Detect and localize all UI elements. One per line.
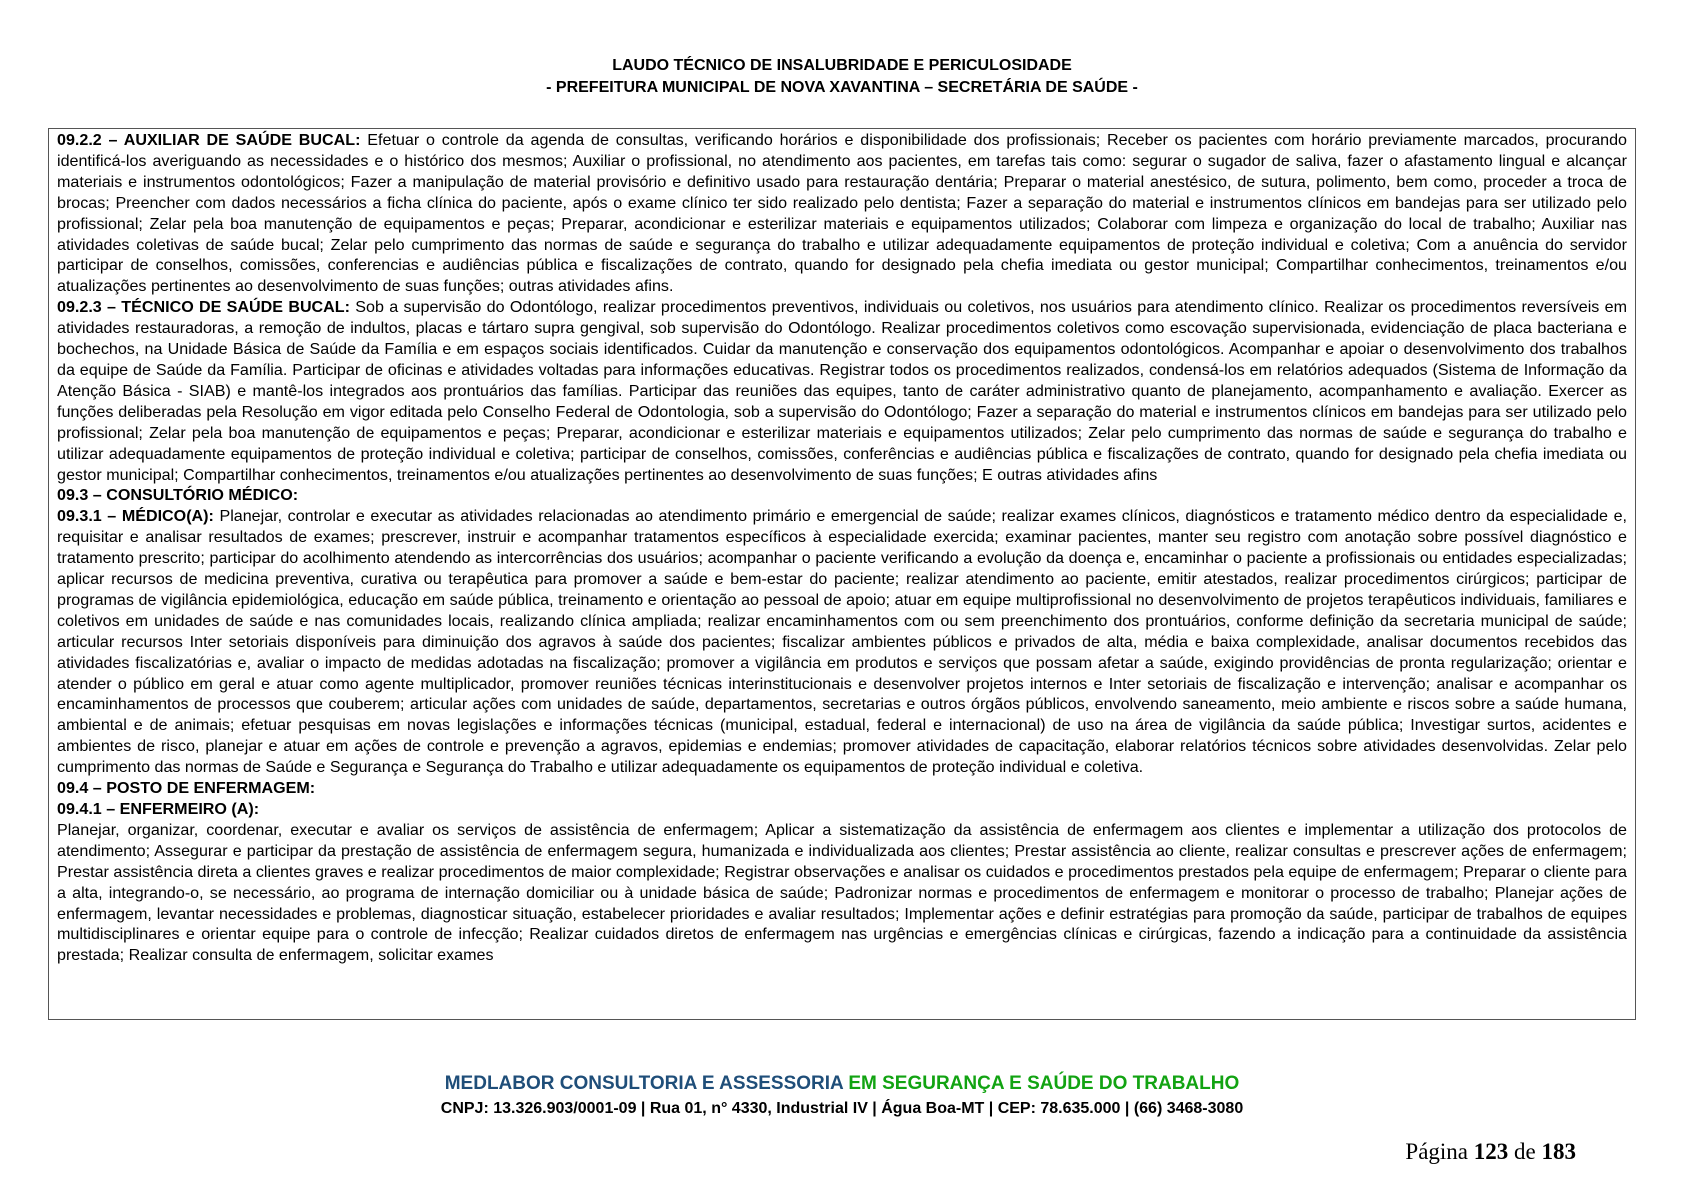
page-current: 123 [1473, 1139, 1509, 1164]
page-label: Página [1405, 1139, 1474, 1164]
section-heading: 09.2.3 – TÉCNICO DE SAÚDE BUCAL: [57, 298, 350, 317]
section-text: Planejar, controlar e executar as atividades relacionadas ao atendimento primário e emergencial de saúde; realizar exames clínicos, diagnósticos e tratamento médico dentro da especialidade e, requisitar e analisar resultados de exames; prescrever, instruir e acompanhar tratamentos específicos à especialidade exercida; examinar pacientes, manter seu registro com anotação sobre possível diagnóstico e tratamento prescrito; participar do acolhimento atendendo as intercorrências dos usuários; acompanhar o paciente verificando a evolução da doença e, encaminhar o paciente a profissionais ou entidades especializadas; aplicar recursos de medicina preventiva, curativa ou terapêutica para promover a saúde e bem-estar do paciente; realizar atendimento ao paciente, emitir atestados, realizar procedimentos cirúrgicos; participar de programas de vigilância epidemiológica, educação em saúde pública, treinamento e orientação ao pessoal de apoio; atuar em equipe multiprofissional no desenvolvimento de projetos terapêuticos individuais, familiares e coletivos em unidades de saúde e nas comunidades locais, realizando clínica ampliada; realizar encaminhamentos com ou sem preenchimento dos prontuários, conforme definição da secretaria municipal de saúde; articular recursos Inter setoriais disponíveis para diminuição dos agravos à saúde dos pacientes; fiscalizar ambientes públicos e privados de alta, média e baixa complexidade, analisar documentos recebidos das atividades fiscalizatórias e, avaliar o impacto de medidas adotadas na fiscalização; promover a vigilância em produtos e serviços que possam afetar a saúde, exigindo providências de pronta regularização; orientar e atender o público em geral e atuar como agente multiplicador, promover reuniões técnicas interinstitucionais e desenvolver projetos internos e Inter setoriais de fiscalização e intervenção; analisar e acompanhar os encaminhamentos de processos que couberem; articular ações com unidades de saúde, departamentos, secretarias e outros órgãos públicos, envolvendo saneamento, meio ambiente e riscos sobre a saúde humana, ambiental e de animais; efetuar pesquisas em novas legislações e informações técnicas (municipal, estadual, federal e internacional) de uso na área de vigilância da saúde pública; Investigar surtos, acidentes e ambientes de risco, planejar e atuar em ações de controle e prevenção a agravos, epidemias e endemias; promover atividades de capacitação, elaborar relatórios técnicos sobre atividades desenvolvidas. Zelar pelo cumprimento das normas de Saúde e Segurança e Segurança do Trabalho e utilizar adequadamente os equipamentos de proteção individual e coletiva. [57, 507, 1627, 777]
footer-company [0, 1072, 1684, 1096]
footer-company-tagline: EM SEGURANÇA E SAÚDE DO TRABALHO [843, 1073, 1240, 1094]
section-posto-enfermagem [57, 778, 1627, 799]
section-enfermeiro [57, 799, 1627, 820]
section-heading: 09.3.1 – MÉDICO(A): [57, 507, 214, 526]
section-enfermeiro-text [57, 820, 1627, 966]
footer-company-name: MEDLABOR CONSULTORIA E ASSESSORIA [444, 1073, 844, 1094]
page-number [1405, 1138, 1576, 1166]
section-text: Sob a supervisão do Odontólogo, realizar procedimentos preventivos, individuais ou coletivos, nos usuários para atendimento clínico. Realizar os procedimentos reversíveis em atividades restauradoras, a remoção de indultos, placas e tártaro supra gengival, sob supervisão do Odontólogo. Realizar procedimentos coletivos como escovação supervisionada, evidenciação de placa bacteriana e bochechos, na Unidade Básica de Saúde da Família e em espaços sociais identificados. Cuidar da manutenção e conservação dos equipamentos odontológicos. Acompanhar e apoiar o desenvolvimento dos trabalhos da equipe de Saúde da Família. Participar de oficinas e atividades voltadas para informações educativas. Registrar todos os procedimentos realizados, condensá-los em relatórios adequados (Sistema de Informação da Atenção Básica - SIAB) e mantê-los integrados aos prontuários das famílias. Participar das reuniões das equipes, tanto de caráter administrativo quanto de planejamento, acompanhamento e avaliação. Exercer as funções deliberadas pela Resolução em vigor editada pelo Conselho Federal de Odontologia, sob a supervisão do Odontólogo; Fazer a separação do material e instrumentos clínicos em bandejas para ser utilizado pelo profissional; Zelar pela boa manutenção de equipamentos e peças; Preparar, acondicionar e esterilizar materiais e equipamentos utilizados; Zelar pelo cumprimento das normas de saúde e segurança do trabalho e utilizar adequadamente equipamentos de proteção individual e coletiva; participar de conselhos, comissões, conferências e audiências pública e fiscalizações de contrato, quando for designado pela chefia imediata ou gestor municipal; Compartilhar conhecimentos, treinamentos e/ou atualizações pertinentes ao desenvolvimento de suas funções; E outras atividades afins [57, 298, 1627, 484]
section-heading: 09.2.2 – AUXILIAR DE SAÚDE BUCAL: [57, 131, 361, 149]
document-header [0, 55, 1684, 99]
footer-cnpj: CNPJ: 13.326.903/0001-09 | Rua 01, n° 4330, Industrial IV | Água Boa-MT | CEP: 78.635.000 | (66) 3468-3080 [440, 1100, 1244, 1117]
section-consultorio-medico [57, 485, 1627, 506]
section-tecnico-saude-bucal [57, 297, 1627, 485]
section-text: Efetuar o controle da agenda de consultas, verificando horários e disponibilidade dos profissionais; Receber os pacientes com horário previamente marcados, procurando identificá-los averiguando as necessidades e o histórico dos mesmos; Auxiliar o profissional, no atendimento aos pacientes, em tarefas tais como: segurar o sugador de saliva, fazer o afastamento lingual e alcançar materiais e instrumentos odontológicos; Fazer a manipulação de material provisório e definitivo usado para restauração dentária; Preparar o material anestésico, de sutura, polimento, bem como, proceder a troca de brocas; Preencher com dados necessários a ficha clínica do paciente, após o exame clínico ter sido realizado pelo dentista; Fazer a separação do material e instrumentos clínicos em bandejas para ser utilizado pelo profissional; Zelar pela boa manutenção de equipamentos e peças; Preparar, acondicionar e esterilizar materiais e equipamentos utilizados; Colaborar com limpeza e organização do local de trabalho; Auxiliar nas atividades coletivas de saúde bucal; Zelar pelo cumprimento das normas de saúde e segurança do trabalho e utilizar adequadamente equipamentos de proteção individual e coletiva; Com a anuência do servidor participar de conselhos, comissões, conferencias e audiências pública e fiscalizações de contrato, quando for designado pela chefia imediata ou gestor municipal; Compartilhar conhecimentos, treinamentos e/ou atualizações pertinentes ao desenvolvimento de suas funções; outras atividades afins. [57, 131, 1627, 296]
section-medico [57, 506, 1627, 778]
section-heading: 09.4.1 – ENFERMEIRO (A): [57, 800, 260, 818]
content-box [48, 128, 1636, 1020]
section-heading: 09.3 – CONSULTÓRIO MÉDICO: [57, 486, 299, 505]
header-subtitle: - PREFEITURA MUNICIPAL DE NOVA XAVANTINA – SECRETÁRIA DE SAÚDE - [546, 79, 1138, 96]
section-heading: 09.4 – POSTO DE ENFERMAGEM: [57, 779, 316, 798]
section-auxiliar-saude-bucal [57, 130, 1627, 297]
page-total: 183 [1541, 1139, 1576, 1164]
page-separator: de [1508, 1139, 1542, 1164]
section-text: Planejar, organizar, coordenar, executar e avaliar os serviços de assistência de enfermagem; Aplicar a sistematização da assistência de enfermagem aos clientes e implementar a utilização dos protocolos de atendimento; Assegurar e participar da prestação de assistência de enfermagem segura, humanizada e individualizada aos clientes; Prestar assistência ao cliente, realizar consultas e prescrever ações de enfermagem; Prestar assistência direta a clientes graves e realizar procedimentos de maior complexidade; Registrar observações e analisar os cuidados e procedimentos prestados pela equipe de enfermagem; Preparar o cliente para a alta, integrando-o, se necessário, ao programa de internação domiciliar ou à unidade básica de saúde; Padronizar normas e procedimentos de enfermagem e monitorar o processo de trabalho; Planejar ações de enfermagem, levantar necessidades e problemas, diagnosticar situação, estabelecer prioridades e avaliar resultados; Implementar ações e definir estratégias para promoção da saúde, participar de trabalhos de equipes multidisciplinares e orientar equipe para o controle de infecção; Realizar cuidados diretos de enfermagem nas urgências e emergências clínicas e cirúrgicas, fazendo a indicação para a continuidade da assistência prestada; Realizar consulta de enfermagem, solicitar exames [57, 820, 1627, 965]
header-title: LAUDO TÉCNICO DE INSALUBRIDADE E PERICULOSIDADE [612, 57, 1072, 74]
